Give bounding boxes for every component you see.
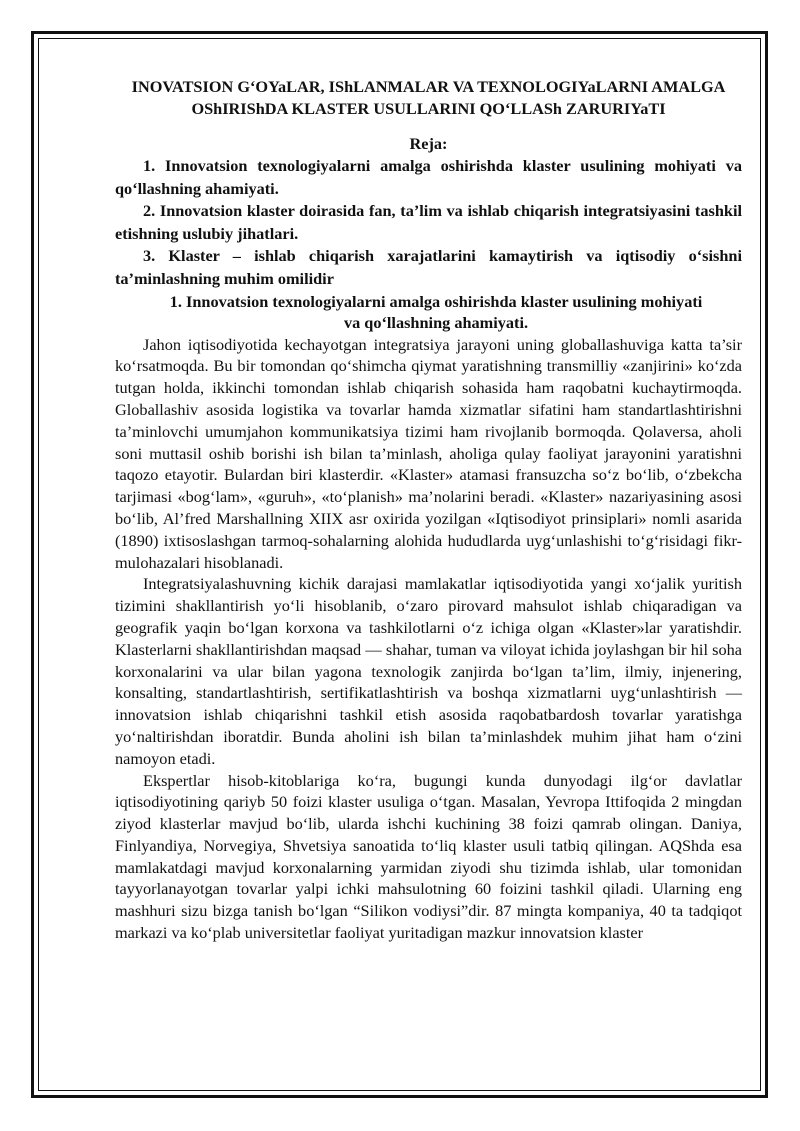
plan-list: [115, 155, 742, 291]
document-body: [115, 76, 742, 944]
paragraph: Jahon iqtisodiyotida kechayotgan integratsiya jarayoni uning globallashuviga katta ta’sir ko‘rsatmoqda. Bu bir tomondan qo‘shimcha qiymat yaratishning transmilliy «zanjirini» ko‘zda tutgan holda, ikkinchi tomondan ishlab chiqarish sohasida ham raqobatni kuchaytirmoqda. Globallashiv asosida logistika va tovarlar hamda xizmatlar sifatini ham standartlashtirishni ta’minlovchi umumjahon kommunikatsiya tizimi ham rivojlanib bormoqda. Qolaversa, aholi soni muttasil oshib borishi ish bilan ta’minlash, aholiga qulay faoliyat jarayonini yaratishni taqozo etayotir. Bulardan biri klasterdir. «Klaster» atamasi fransuzcha so‘z bo‘lib, o‘zbekcha tarjimasi «bog‘lam», «guruh», «to‘planish» ma’nolarini beradi. «Klaster» nazariyasining asosi bo‘lib, Al’fred Marshallning XIIX asr oxirida yozilgan «Iqtisodiyot prinsiplari» nomli asarida (1890) ixtisoslashgan tarmoq-sohalarning alohida hududlarda uyg‘unlashishi to‘g‘risidagi fikr-mulohazalari hisoblanadi.: [115, 334, 742, 572]
plan-item: 3. Klaster – ishlab chiqarish xarajatlarini kamaytirish va iqtisodiy o‘sishni ta’minlashning muhim omilidir: [115, 246, 742, 288]
plan-item: 2. Innovatsion klaster doirasida fan, ta’lim va ishlab chiqarish integratsiyasini tashkil etishning uslubiy jihatlari.: [115, 201, 742, 243]
section-heading: 1. Innovatsion texnologiyalarni amalga oshirishda klaster usulining mohiyati va qo‘llashning ahamiyati.: [169, 291, 703, 333]
plan-heading: Reja:: [409, 134, 448, 153]
plan-item: 1. Innovatsion texnologiyalarni amalga oshirishda klaster usulining mohiyati va qo‘llashning ahamiyati.: [115, 156, 742, 198]
paragraph: Ekspertlar hisob-kitoblariga ko‘ra, bugungi kunda dunyodagi ilg‘or davlatlar iqtisodiyotining qariyb 50 foizi klaster usuliga o‘tgan. Masalan, Yevropa Ittifoqida 2 mingdan ziyod klasterlar mavjud bo‘lib, ularda ishchi kuchining 38 foizi qamrab olingan. Daniya, Finlyandiya, Norvegiya, Shvetsiya sanoatida to‘liq klaster usuli tatbiq qilingan. AQShda esa mamlakatdagi mavjud korxonalarning yarmidan ziyodi shu tizimda ishlab, ular tomonidan tayyorlanayotgan tovarlar yalpi ichki mahsulotning 60 foizini tashkil qiladi. Ularning eng mashhuri sizu bizga tanish bo‘lgan “Silikon vodiysi”dir. 87 mingta kompaniya, 40 ta tadqiqot markazi va ko‘plab universitetlar faoliyat yuritadigan mazkur innovatsion klaster: [115, 770, 742, 943]
document-title: INOVATSION G‘OYaLAR, IShLANMALAR VA TEXNOLOGIYaLARNI AMALGA OShIRIShDA KLASTER USULLARINI QO‘LLASh ZARURIYaTI: [131, 77, 726, 118]
paragraph: Integratsiyalashuvning kichik darajasi mamlakatlar iqtisodiyotida yangi xo‘jalik yuritish tizimini shakllantirish yo‘li hisoblanib, o‘zaro pirovard mahsulot ishlab chiqaradigan va geografik yaqin bo‘lgan korxona va tashkilotlarni o‘z ichiga olgan «Klaster»lar yaratishdir. Klasterlarni shakllantirishdan maqsad — shahar, tuman va viloyat ichida joylashgan bir hil soha korxonalarini va ular bilan yagona texnologik zanjirda bo‘lgan ta’lim, ilmiy, injenering, konsalting, standartlashtirish, sertifikatlashtirish va boshqa xizmatlarni uyg‘unlashtirish — innovatsion ishlab chiqarishni tashkil etish asosida raqobatbardosh tovarlar yaratishga yo‘naltirishdan iboratdir. Bunda aholini ish bilan ta’minlashdek muhim jihat ham o‘zini namoyon etadi.: [115, 574, 742, 768]
